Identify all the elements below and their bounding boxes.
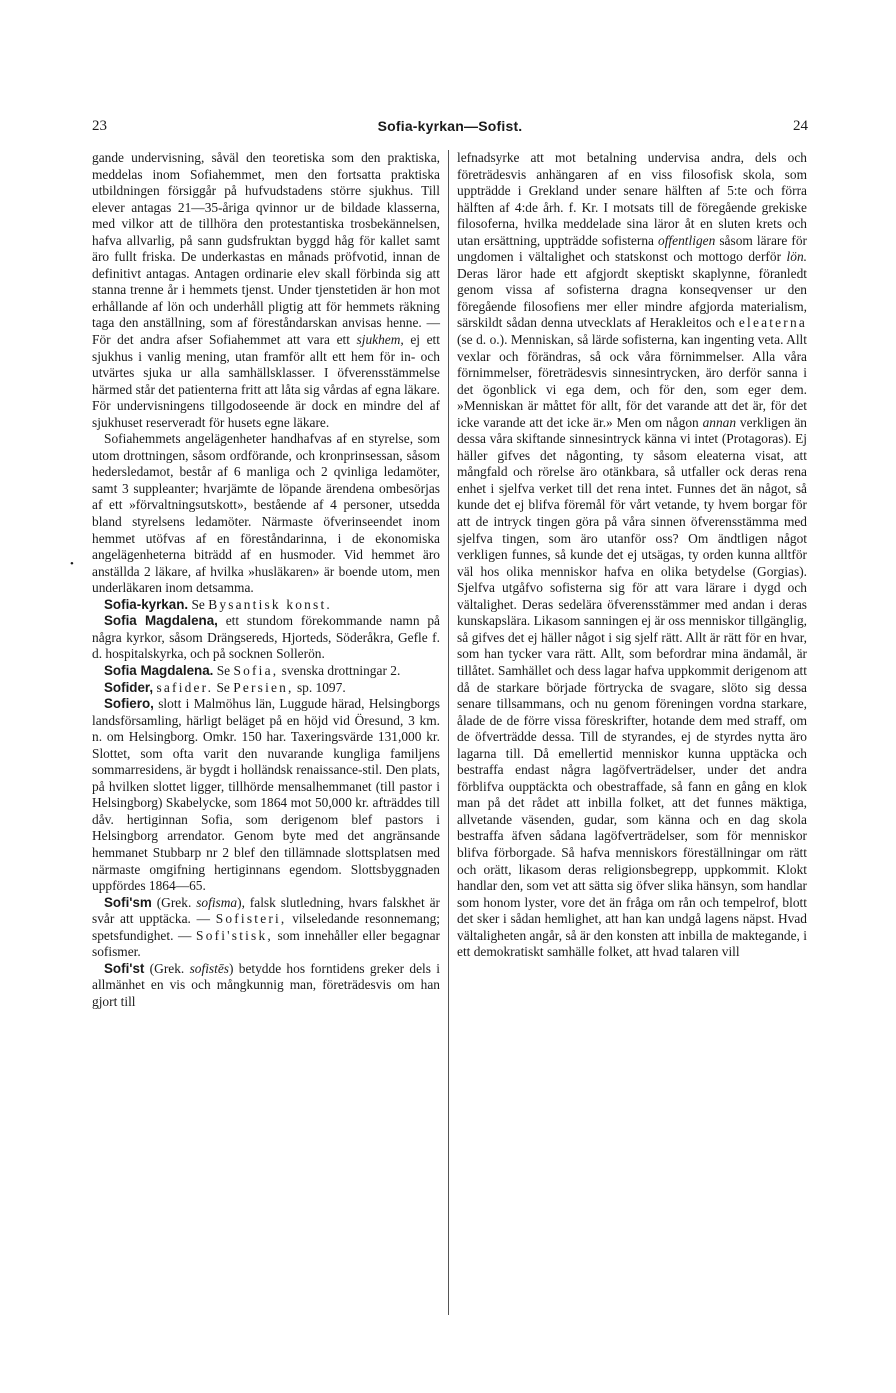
- left-column: [92, 150, 440, 1010]
- paragraph: gande undervisning, såväl den teoretiska som den praktiska, meddelas inom Sofiahemmet, men den fortsatta praktiska utbildningen försiggår på hufvudstadens större sjukhus. Till elever antagas 21—35-åriga qvinnor ur de bildade klasserna, med vilkor att de tillhöra den protestantiska trosbekännelsen, hafva allvarlig, på sann gudsfruktan byggd håg för kallet samt äro fullt friska. De underkastas en månads pröfvotid, innan de definitivt antagas. Antagen ordinarie elev skall förbinda sig att stanna trenne år i hemmets tjenst. Under tjenstetiden är hon mot erhållande af lön och underhåll pligtig att för hemmets räkning taga den anställning, som af föreståndarskan anvisas henne. — För det andra afser Sofiahemmet att vara ett sjukhem, ej ett sjukhus i vanlig mening, utan framför allt ett hem för in- och utvärtes sjuka ur alla samhällsklasser. I öfverensstämmelse härmed står det patienterna fritt att låta sig vårdas af egna läkare. För undervisningens tillgodoseende är dock en mindre del af sjukhuset reserveradt för husets egne läkare.: [92, 150, 440, 430]
- headword: Sofia Magdalena,: [104, 613, 218, 629]
- headword: Sofi'st: [104, 960, 145, 976]
- right-column: [457, 150, 807, 961]
- page-number-left: 23: [92, 118, 107, 134]
- headword: Sofia-kyrkan.: [104, 596, 189, 612]
- entry-sofia-magdalena-1: Sofia Magdalena, ett stundom förekommande namn på några kyrkor, såsom Drängsereds, Hjorteds, Söderåkra, Gefle f. d. hospitalskyrka, och på socknen Sollerön.: [92, 613, 440, 662]
- headword: Sofi'sm: [104, 894, 152, 910]
- paragraph: Sofiahemmets angelägenheter handhafvas af en styrelse, som utom drottningen, såsom ordförande, och kronprinsessan, såsom hedersledamot, består af 6 manliga och 2 qvinliga ledamöter, samt 3 suppleanter; hvarjämte de löpande ärendena ombesörjas af ett »förvaltningsutskott», bestående af 4 personer, utsedda bland styrelsens ledamöter. Närmaste öfverinseendet inom hemmet utöfvas af en föreståndarinna, i de ekonomiska angelägenheterna biträdd af en husmoder. Vid hemmet äro anställda 2 läkare, af hvilka »husläkaren» är boende utom, men underläkaren inom detsamma.: [92, 431, 440, 596]
- column-divider: [448, 150, 449, 1315]
- margin-dot-icon: •: [70, 558, 74, 570]
- entry-sofia-kyrkan: Sofia-kyrkan. Se Bysantisk konst.: [104, 596, 332, 612]
- entry-sofiero: Sofiero, slott i Malmöhus län, Luggude härad, Helsingborgs landsförsamling, härligt beläget på en höjd vid Öresund, 3 km. n. om Helsingborg. Omkr. 150 har. Taxeringsvärde 131,000 kr. Slottet, som ofta varit den nuvarande kungliga familjens sommarresidens, är bygdt i holländsk renaissance-stil. Den plats, på hvilken slottet ligger, tillhörde mensalhemmanet (till pastor i Helsingborg) Skabelycke, som 1864 mot 50,000 kr. afträddes till dåv. hertiginnan Sofia, som derigenom blef pastors i Helsingborg arrendator. Genom byte med det angränsande hemmanet Stubbarp nr 2 blef den tillämnade slottsplatsen med närmaste omgifning hertiginnans egendom. Slottsbyggnaden uppfördes 1864—65.: [92, 696, 440, 894]
- page-number-right: 24: [793, 118, 808, 134]
- entry-sofist: Sofi'st (Grek. sofistēs) betydde hos forntidens greker dels i allmänhet en vis och mångkunnig man, företrädesvis om han gjort till: [92, 960, 440, 1009]
- entry-sofider: Sofider, safider. Se Persien, sp. 1097.: [104, 679, 346, 695]
- running-title: Sofia-kyrkan—Sofist.: [377, 118, 523, 134]
- headword: Sofider,: [104, 679, 154, 695]
- entry-sofism: Sofi'sm (Grek. sofisma), falsk slutledning, hvars falskhet är svår att upptäcka. — Sofisteri, vilseledande resonnemang; spetsfundighet. — Sofi'stisk, som innehåller eller begagnar sofismer.: [92, 894, 441, 960]
- paragraph: lefnadsyrke att mot betalning undervisa andra, dels och företrädesvis anhängaren af en viss filosofisk skola, som uppträdde i Grekland under senare hälften af 5:te och förra hälften af 4:de årh. f. Kr. I motsats till de föregående grekiske filosoferna, hvilka meddelade sina läror åt en sluten krets och utan ersättning, uppträdde sofisterna offentligen såsom lärare för ungdomen i vältalighet och statskonst och mottogo derför lön. Deras läror hade ett afgjordt skeptiskt skaplynne, föranledt genom vissa af sofisterna dragna konseqvenser ur den föregående filosofiens mer eller mindre afgjorda materialism, särskildt sådan denna utvecklats af Herakleitos och eleaterna (se d. o.). Menniskan, så lärde sofisterna, kan ingenting veta. Allt vexlar och förändras, så ock våra förnimmelser. Alla våra förnimmelser, företrädesvis sinnesintrycken, äro derför sanna i det ögonblick vi ega dem, och för den, som eger dem. »Menniskan är måttet för allt, för det varande att det är, för det icke varande att det icke är.» Men om någon annan verkligen än dessa våra skiftande sinnesintryck känna vi intet (Protagoras). Ej häller gifves det någonting, ty såsom eleaterna visat, att mångfald och rörelse äro otänkbara, så utfaller ock deras rena enhet i sjelfva verket till det rena intet. Funnes det än något, så kunde det ej blifva föremål för vårt vetande, ty hvem borgar för att de intryck tingen göra på våra sinnen öfverensstämma med sjelfva tingen, som äro utanför oss? Om ändtligen något verkligen funnes, så kunde det ej utsägas, ty orden kunna alltför väl hos olika menniskor hafva en olika betydelse (Gorgias). Sjelfva utgåfvo sofisterna sig för att vara lärare i dygd och vältalighet. Deras sedelära öfverensstämmer med andan i deras kunskapslära. Likasom sanningen ej är oss menniskor tillgänglig, så gifves det ej häller något i sig sjelf rätt. Allt är rätt för en hvar, som han tycker vara rätt. Allt, som befordrar mina ändamål, är tillåtet. Samhället och dess lagar hafva uppkommit derigenom att då de starkare började förtrycka de svagare, slöto sig dessa senare tillsammans, och nu genom föreningen vordna starkare, ålade de de förre vissa föreskrifter, hotande dem med straff, om de öfverträdde dessa. Till de styrandes, ej de styrdes nytta äro lagarna till. Då emellertid menniskor kunna upptäcka och bestraffa endast några lagöfverträdelser, under det andra förblifva oupptäckta och obestraffade, så fann en gång en klok man på det rådet att inbilla folket, att det funnes mäktiga, allvetande väsenden, gudar, som känna och en dag skola bestraffa äfven sådana lagöfverträdelser, som för menniskor blifva förborgade. Så hafva menniskors föreställningar om rätt och orätt, likasom deras religionsbegrepp, uppkommit. Klokt handlar den, som vet att sätta sig öfver slika hänsyn, som handlar som honom lyster, vore det än fråga om rån och tempelrof, blott det sker i sådan hemlighet, att han kan undgå lagens näpst. Hvad vältaligheten angår, så är den konsten att inbilla de maktegande, i ett demokratiskt samhälle folket, att hvad talaren vill: [457, 150, 808, 960]
- headword: Sofia Magdalena.: [104, 662, 214, 678]
- entry-sofia-magdalena-2: Sofia Magdalena. Se Sofia, svenska drottningar 2.: [104, 662, 401, 678]
- headword: Sofiero,: [104, 696, 154, 712]
- page-header: [92, 118, 808, 138]
